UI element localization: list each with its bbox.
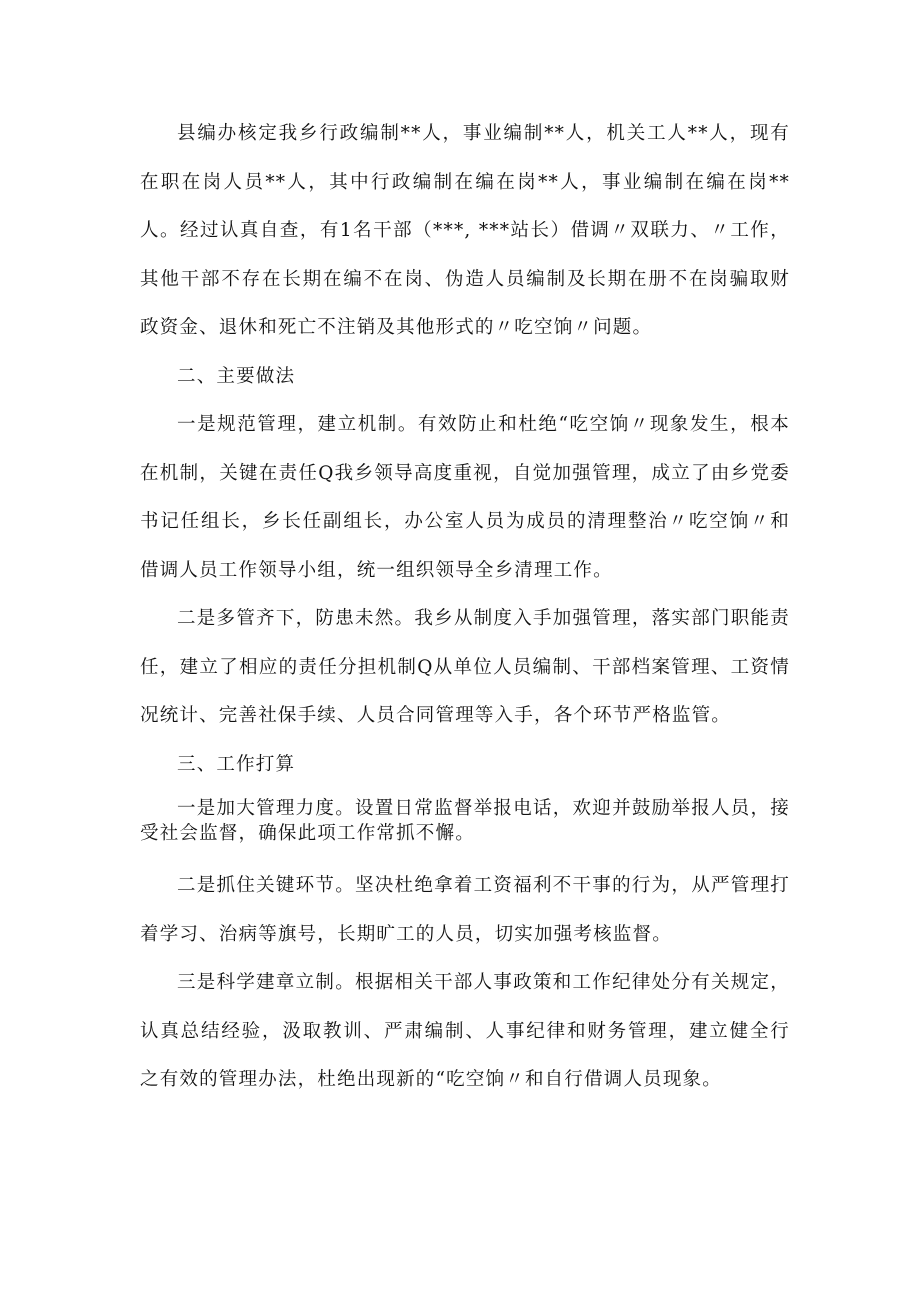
paragraph-multi-measures: 二是多管齐下，防患未然。我乡从制度入手加强管理，落实部门职能责任，建立了相应的责任分担机制Q从单位人员编制、干部档案管理、工资情况统计、完善社保手续、人员合同管理等入手，各个环节严格监管。 bbox=[140, 608, 790, 726]
paragraph-key-links: 二是抓住关键环节。坚决杜绝拿着工资福利不干事的行为，从严管理打着学习、治病等旗号，长期旷工的人员，切实加强考核监督。 bbox=[140, 875, 790, 945]
paragraph-rules-regulations: 三是科学建章立制。根据相关干部人事政策和工作纪律处分有关规定，认真总结经验，汲取教训、严肃编制、人事纪律和财务管理，建立健全行之有效的管理办法，杜绝出现新的“吃空饷〃和自行借调人员现象。 bbox=[140, 972, 790, 1090]
heading-main-practices: 二、主要做法 bbox=[177, 365, 296, 387]
paragraph-strengthen-management: 一是加大管理力度。设置日常监督举报电话，欢迎并鼓励举报人员，接受社会监督，确保此项工作常抓不懈。 bbox=[140, 798, 790, 844]
document-body bbox=[140, 110, 790, 1105]
paragraph-standardize-management: 一是规范管理，建立机制。有效防止和杜绝“吃空饷〃现象发生，根本在机制，关键在责任Q我乡领导高度重视，自觉加强管理，成立了由乡党委书记任组长，乡长任副组长，办公室人员为成员的清理整治〃吃空饷〃和借调人员工作领导小组，统一组织领导全乡清理工作。 bbox=[140, 414, 790, 581]
heading-work-plan: 三、工作打算 bbox=[177, 753, 296, 775]
paragraph-staffing-overview: 县编办核定我乡行政编制**人，事业编制**人，机关工人**人，现有在职在岗人员**人，其中行政编制在编在岗**人，事业编制在编在岗**人。经过认真自查，有1名干部（***, ***站长）借调〃双联力、〃工作，其他干部不存在长期在编不在岗、伪造人员编制及长期在册不在岗骗取财政资金、退休和死亡不注销及其他形式的〃吃空饷〃问题。 bbox=[140, 123, 790, 338]
